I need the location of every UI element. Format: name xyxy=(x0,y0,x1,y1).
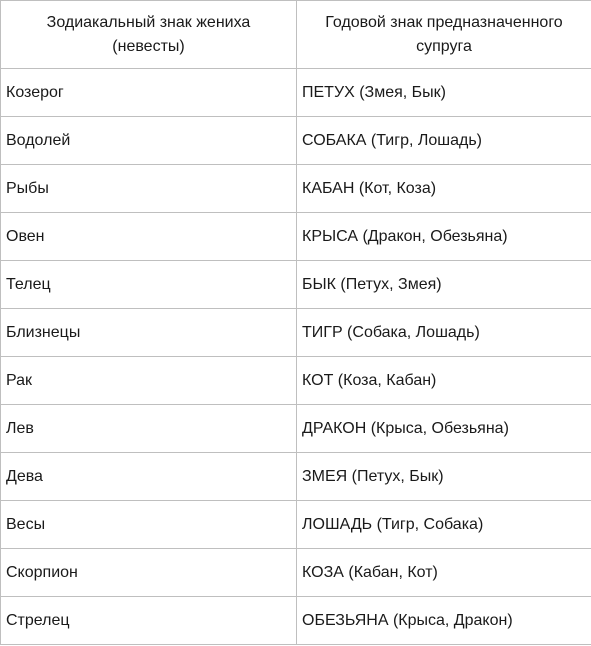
table-row xyxy=(1,453,591,501)
zodiac-cell: Козерог xyxy=(1,69,297,117)
zodiac-cell: Скорпион xyxy=(1,549,297,597)
table-row xyxy=(1,309,591,357)
zodiac-cell: Близнецы xyxy=(1,309,297,357)
zodiac-cell: Овен xyxy=(1,213,297,261)
zodiac-cell: Лев xyxy=(1,405,297,453)
year-sign-cell: БЫК (Петух, Змея) xyxy=(297,261,591,309)
zodiac-cell: Телец xyxy=(1,261,297,309)
year-sign-cell: КОЗА (Кабан, Кот) xyxy=(297,549,591,597)
table-row xyxy=(1,357,591,405)
table-row xyxy=(1,501,591,549)
zodiac-cell: Дева xyxy=(1,453,297,501)
zodiac-cell: Рак xyxy=(1,357,297,405)
zodiac-cell: Рыбы xyxy=(1,165,297,213)
header-zodiac-sign: Зодиакальный знак жениха (невесты) xyxy=(1,1,297,69)
year-sign-cell: ДРАКОН (Крыса, Обезьяна) xyxy=(297,405,591,453)
table-row xyxy=(1,405,591,453)
zodiac-cell: Стрелец xyxy=(1,597,297,645)
table-row xyxy=(1,549,591,597)
table-row xyxy=(1,165,591,213)
table-row xyxy=(1,213,591,261)
zodiac-cell: Водолей xyxy=(1,117,297,165)
year-sign-cell: ЛОШАДЬ (Тигр, Собака) xyxy=(297,501,591,549)
year-sign-cell: СОБАКА (Тигр, Лошадь) xyxy=(297,117,591,165)
table-row xyxy=(1,117,591,165)
table-row xyxy=(1,597,591,645)
year-sign-cell: ЗМЕЯ (Петух, Бык) xyxy=(297,453,591,501)
year-sign-cell: КАБАН (Кот, Коза) xyxy=(297,165,591,213)
header-year-sign: Годовой знак предназначенного супруга xyxy=(297,1,591,69)
year-sign-cell: КРЫСА (Дракон, Обезьяна) xyxy=(297,213,591,261)
year-sign-cell: ОБЕЗЬЯНА (Крыса, Дракон) xyxy=(297,597,591,645)
year-sign-cell: ПЕТУХ (Змея, Бык) xyxy=(297,69,591,117)
table-row xyxy=(1,261,591,309)
year-sign-cell: КОТ (Коза, Кабан) xyxy=(297,357,591,405)
table-header-row xyxy=(1,1,591,69)
table-row xyxy=(1,69,591,117)
zodiac-cell: Весы xyxy=(1,501,297,549)
year-sign-cell: ТИГР (Собака, Лошадь) xyxy=(297,309,591,357)
